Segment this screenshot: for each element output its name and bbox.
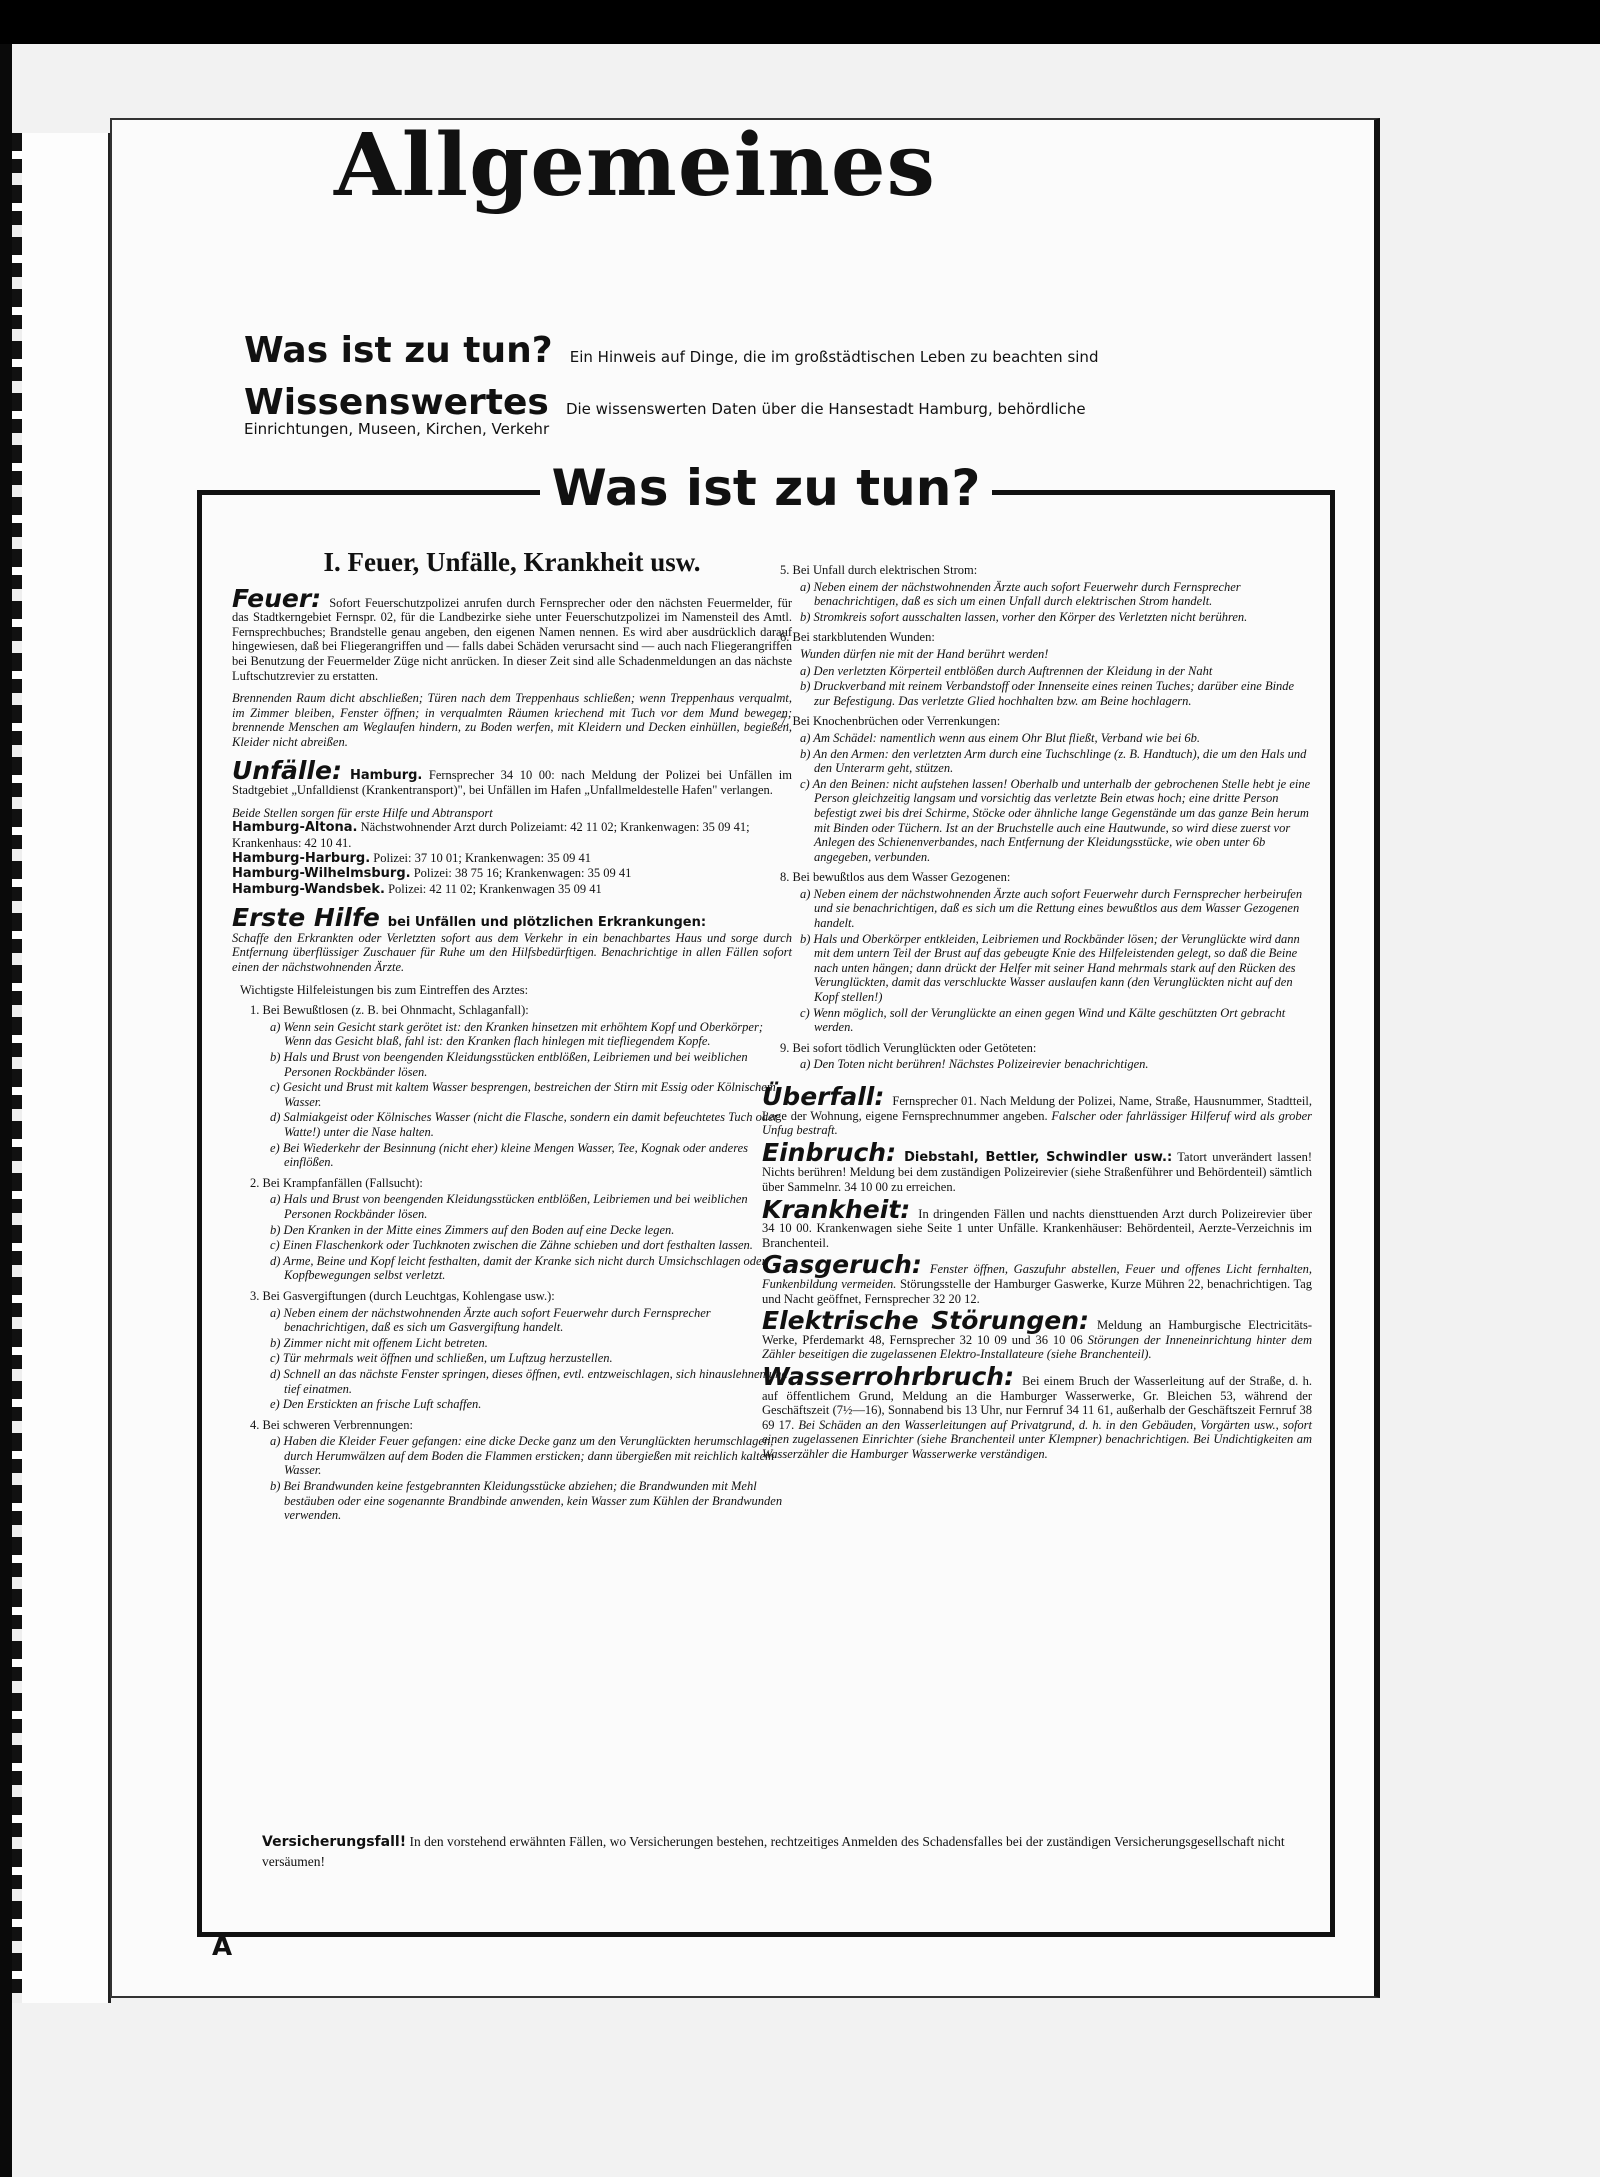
elektrisch-text: Meldung an Hamburgische Electricitäts-Werke, Pferdemarkt 48, Fernsprecher 32 10 09 und 36 10 06 [762, 1318, 1312, 1347]
scan-border-top [0, 0, 1600, 44]
unfaelle-note: Beide Stellen sorgen für erste Hilfe und Abtransport [232, 805, 493, 820]
list-sub-item: c) Wenn möglich, soll der Verunglückte an einen gegen Wind und Kälte geschützten Ort gebracht werden. [800, 1005, 1286, 1035]
list-sub-item: e) Bei Wiederkehr der Besinnung (nicht eher) kleine Mengen Wasser, Tee, Kognak oder anderes einflößen. [270, 1140, 749, 1170]
ueberfall-text: Fernsprecher 01. Nach Meldung der Polizei, Name, Straße, Hausnummer, Stadtteil, Lage der Wohnung, eigene Fernsprechnummer angeben. [762, 1094, 1312, 1123]
erste-hilfe-block [232, 903, 792, 1523]
erste-hilfe-note: Schaffe den Erkrankten oder Verletzten sofort aus dem Verkehr in ein benachbartes Haus und sorge durch Entfernung überflüssiger Zuschauer für Ruhe um den Hilfsbedürftigen. Benachrichtige in allen Fällen sofort einen der nächstwohnenden Ärzte. [232, 930, 792, 975]
krankheit-text: In dringenden Fällen und nachts diensttuenden Arzt durch Polizeirevier über 34 10 00. Krankenwagen siehe Seite 1 unter Unfälle. Krankenhäuser: Behördenteil, Aerzte-Verzeichnis im Branchenteil. [762, 1206, 1312, 1250]
unfaelle-block [232, 755, 793, 898]
list-sub-item: d) Arme, Beine und Kopf leicht festhalten, damit der Kranke sich nicht durch Umsichschlagen oder Kopfbewegungen selbst verletzt. [270, 1253, 767, 1283]
list-sub-item: b) Bei Brandwunden keine festgebrannten Kleidungsstücke abziehen; die Brandwunden mit Mehl bestäuben oder eine sogenannte Brandbinde anwenden, kein Wasser zum Kühlen der Brandwunden verwenden. [270, 1479, 783, 1523]
feuer-heading: Feuer: [232, 583, 322, 613]
list-sub-item: a) Den verletzten Körperteil entblößen durch Auftrennen der Kleidung in der Naht [800, 663, 1213, 678]
list-item-title: 8. Bei bewußtlos aus dem Wasser Gezogenen: [780, 870, 1011, 885]
right-column [762, 557, 1312, 1469]
list-sub-item: a) Haben die Kleider Feuer gefangen: eine dicke Decke ganz um den Verunglückten herumschlagen, durch Herumwälzen auf dem Boden die Flammen ersticken; dann übergießen mit reichlich kaltem Wasser. [270, 1434, 775, 1478]
list-sub-item: b) Stromkreis sofort ausschalten lassen, vorher den Körper des Verletzten nicht berühren. [800, 609, 1248, 624]
unfaelle-city: Hamburg. [349, 767, 423, 783]
intro-row-was-ist-zu-tun [244, 330, 1194, 371]
feuer-block [232, 583, 792, 750]
gasgeruch-heading: Gasgeruch: [762, 1250, 922, 1280]
list-item-title: 1. Bei Bewußtlosen (z. B. bei Ohnmacht, Schlaganfall): [250, 1003, 529, 1018]
erste-hilfe-lead: Wichtigste Hilfeleistungen bis zum Eintreffen des Arztes: [240, 982, 529, 997]
list-sub-item: a) Neben einem der nächstwohnenden Ärzte auch sofort Feuerwehr durch Fernsprecher herbeirufen und sie benachrichtigen, daß es sich um die Rettung eines bewußtlos aus dem Wasser Gezogenen handelt. [800, 886, 1303, 931]
krankheit-heading: Krankheit: [762, 1194, 911, 1224]
ueberfall-note: Falscher oder fahrlässiger Hilferuf wird als grober Unfug bestraft. [762, 1108, 1313, 1138]
elektrisch-heading: Elektrische Störungen: [762, 1306, 1089, 1336]
einbruch-subheading: Diebstahl, Bettler, Schwindler usw.: [904, 1149, 1173, 1165]
list-sub-item: a) Den Toten nicht berühren! Nächstes Polizeirevier benachrichtigen. [800, 1057, 1149, 1072]
list-sub-item: c) Gesicht und Brust mit kaltem Wasser besprengen, bestreichen der Stirn mit Essig oder Kölnischem Wasser. [270, 1080, 776, 1109]
ueberfall-block [762, 1082, 1313, 1138]
list-item-title: 5. Bei Unfall durch elektrischen Strom: [780, 563, 978, 577]
list-sub-item: b) Zimmer nicht mit offenem Licht betreten. [270, 1335, 488, 1350]
district-text: Polizei: 42 11 02; Krankenwagen 35 09 41 [388, 881, 602, 896]
list-item-note: Wunden dürfen nie mit der Hand berührt werden! [800, 646, 1049, 661]
list-sub-item: c) An den Beinen: nicht aufstehen lassen! Oberhalb und unterhalb der gebrochenen Stelle hebt je eine Person gleichzeitig langsam und vorsichtig das verletzte Bein etwas hoch; eine dritte Person befestigt zwei bis drei Schirme, Stöcke oder ähnliche lange Gegenstände um das ganze Bein herum mit Binden oder Tüchern. Ist an der Bruchstelle auch eine Hautwunde, so wird diese zuerst vor Anlegen des Schienenverbandes, nach Entfernung der Kleidungsstücke, wie oben unter 6b angegeben, verbunden. [800, 776, 1311, 864]
wasser-note: Bei Schäden an den Wasserleitungen auf Privatgrund, d. h. in den Gebäuden, Vorgärten usw., sofort einen zugelassenen Einrichter (siehe Branchenteil unter Klempner) benachrichtigen. Bei Undichtigkeiten am Wasserzähler die Hamburger Wasserwerke verständigen. [762, 1417, 1313, 1461]
list-item-title: 9. Bei sofort tödlich Verunglückten oder Getöteten: [780, 1040, 1037, 1055]
box-title: Was ist zu tun? [540, 459, 993, 517]
intro-text: Die wissenswerten Daten über die Hansestadt Hamburg, behördliche Einrichtungen, Museen, Kirchen, Verkehr [244, 400, 1086, 438]
footer-note [262, 1832, 1322, 1871]
list-sub-item: b) Den Kranken in der Mitte eines Zimmers auf den Boden auf eine Decke legen. [270, 1222, 675, 1237]
district-name: Hamburg-Harburg. [232, 850, 371, 866]
list-item-title: 3. Bei Gasvergiftungen (durch Leuchtgas, Kohlengase usw.): [250, 1288, 555, 1303]
list-item-title: 2. Bei Krampfanfällen (Fallsucht): [250, 1175, 423, 1190]
list-item-title: 7. Bei Knochenbrüchen oder Verrenkungen: [780, 714, 1001, 729]
list-sub-item: b) Hals und Oberkörper entkleiden, Leibriemen und Rockbänder lösen; der Verunglückte wird dann mit dem untern Teil der Brust auf das gebeugte Knie des Hilfeleistenden gelegt, so daß die Beine nach unten hängen; dann drückt der Helfer mit seiner Hand mehrmals stark auf den Rücken des Verunglückten, damit das verschluckte Wasser auslaufen kann (den Verunglückten nicht auf den Kopf stellen!) [800, 931, 1300, 1005]
district-text: Polizei: 37 10 01; Krankenwagen: 35 09 41 [373, 850, 591, 865]
unfaelle-text: Fernsprecher 34 10 00: nach Meldung der Polizei bei Unfällen im Stadtgebiet „Unfalldienst (Krankentransport)", bei Unfällen im Hafen „Unfallmeldestelle Hafen" verlangen. [232, 767, 793, 798]
wasser-block [762, 1361, 1313, 1462]
footer-text: In den vorstehend erwähnten Fällen, wo Versicherungen bestehen, rechtzeitiges Anmelden des Schadensfalles bei der zuständigen Versicherungsgesellschaft nicht versäumen! [262, 1834, 1285, 1869]
district-text: Polizei: 38 75 16; Krankenwagen: 35 09 41 [413, 866, 632, 881]
gasgeruch-block [762, 1250, 1313, 1306]
list-sub-item: d) Schnell an das nächste Fenster springen, dieses öffnen, evtl. entzweischlagen, sich hinauslehnen und tief einatmen. [270, 1366, 788, 1396]
district-text: Nächstwohnender Arzt durch Polizeiamt: 42 11 02; Krankenwagen: 35 09 41; Krankenhaus: 42 10 41. [232, 820, 750, 850]
unfaelle-heading: Unfälle: [232, 755, 342, 785]
list-item-title: 4. Bei schweren Verbrennungen: [250, 1417, 413, 1432]
list-sub-item: c) Einen Flaschenkork oder Tuchknoten zwischen die Zähne schieben und dort festhalten lassen. [270, 1238, 753, 1253]
page-edge-strip [12, 133, 22, 2003]
scan-border-left [0, 44, 12, 2177]
wasser-heading: Wasserrohrbruch: [762, 1361, 1015, 1391]
einbruch-heading: Einbruch: [762, 1137, 897, 1167]
elektrisch-note: Störungen der Inneneinrichtung hinter dem Zähler beseitigen die zugelassenen Elektro-Installateure (siehe Branchenteil). [762, 1332, 1312, 1362]
list-sub-item: a) Wenn sein Gesicht stark gerötet ist: den Kranken hinsetzen mit erhöhtem Kopf und Oberkörper; Wenn das Gesicht blaß, fahl ist: den Kranken flach hinlegen mit tiefliegendem Kopfe. [270, 1019, 763, 1049]
content-box [197, 459, 1335, 1937]
ueberfall-heading: Überfall: [762, 1082, 885, 1111]
district-name: Hamburg-Wilhelmsburg. [232, 866, 411, 882]
intro-text: Ein Hinweis auf Dinge, die im großstädtischen Leben zu beachten sind [569, 348, 1099, 366]
previous-page-edge [12, 133, 111, 2003]
gasgeruch-text: Störungsstelle der Hamburger Gaswerke, Kurze Mühren 22, benachrichtigen. Tag und Nacht geöffnet, Fernsprecher 32 20 12. [762, 1276, 1313, 1306]
footer-heading: Versicherungsfall! [262, 1834, 407, 1850]
page-title: Allgemeines [334, 115, 936, 216]
elektrisch-block [762, 1306, 1312, 1362]
list-sub-item: b) An den Armen: den verletzten Arm durch eine Tuchschlinge (z. B. Handtuch), die um den Hals und den Unterarm geht, stützen. [800, 746, 1307, 776]
list-sub-item: d) Salmiakgeist oder Kölnisches Wasser (nicht die Flasche, sondern ein damit befeuchtetes Tuch oder Watte!) unter die Nase halten. [270, 1110, 779, 1139]
wasser-text: Bei einem Bruch der Wasserleitung auf der Straße, d. h. auf öffentlichem Grund, Meldung an die Hamburger Wasserwerke, Gr. Bleichen 53, während der Geschäftszeit (7½—16), Sonnabend bis 13 Uhr, nur Fernruf 34 11 61, außerhalb der Geschäftszeit Fernruf 38 69 17. [762, 1373, 1312, 1432]
einbruch-text: Tatort unverändert lassen! Nichts berühren! Meldung bei dem zuständigen Polizeirevier (siehe Straßenführer und Behördenteil) sämtlich über Sammelnr. 34 10 00 zu erreichen. [762, 1149, 1312, 1194]
krankheit-block [762, 1194, 1312, 1251]
list-sub-item: a) Hals und Brust von beengenden Kleidungsstücken entblößen, Leibriemen und bei weiblichen Personen Rockbänder lösen. [270, 1192, 748, 1221]
list-sub-item: b) Hals und Brust von beengenden Kleidungsstücken entblößen, Leibriemen und bei weiblichen Personen Rockbänder lösen. [270, 1050, 748, 1079]
feuer-note: Brennenden Raum dicht abschließen; Türen nach dem Treppenhaus schließen; wenn Treppenhaus verqualmt, im Zimmer bleiben, Fenster öffnen; in verqualmten Räumen kriechend mit Tuch vor dem Mund bewegen; brennende Menschen am Weglaufen hindern, zu Boden werfen, mit Kleidern und Decken einhüllen, begießen, Kleider nicht abreißen. [232, 691, 792, 749]
list-sub-item: a) Neben einem der nächstwohnenden Ärzte auch sofort Feuerwehr durch Fernsprecher benachrichtigen, daß es sich um Gasvergiftung handelt. [270, 1305, 711, 1335]
page-letter: A [212, 1932, 233, 1962]
list-item-title: 6. Bei starkblutenden Wunden: [780, 630, 935, 645]
district-name: Hamburg-Wandsbek. [232, 881, 385, 897]
intro-heading: Was ist zu tun? [244, 330, 553, 371]
feuer-text: Sofort Feuerschutzpolizei anrufen durch Fernsprecher oder den nächsten Feuermelder, für das Stadtkerngebiet Fernspr. 02, für die Landbezirke siehe unter Feuerschutzpolizei im Namensteil des Amtl. Fernsprechbuches; Brandstelle genau angeben, den eigenen Namen nennen. Es wird aber ausdrücklich darauf hingewiesen, daß bei Fliegerangriffen und — falls dabei Schäden verursacht sind — auch nach Fliegerangriffen bei Benutzung der Feuermelder Züge nicht anrücken. In dieser Zeit sind alle Schadenmeldungen an das nächste Luftschutzrevier zu erstatten. [232, 595, 792, 683]
erste-hilfe-heading: Erste Hilfe [232, 903, 380, 933]
list-sub-item: e) Den Erstickten an frische Luft schaffen. [270, 1397, 482, 1412]
list-sub-item: c) Tür mehrmals weit öffnen und schließen, um Luftzug herzustellen. [270, 1351, 613, 1366]
list-sub-item: a) Am Schädel: namentlich wenn aus einem Ohr Blut fließt, Verband wie bei 6b. [800, 730, 1201, 745]
list-sub-item: a) Neben einem der nächstwohnenden Ärzte auch sofort Feuerwehr durch Fernsprecher benachrichtigen, daß es sich um einen Unfall durch elektrischen Strom handelt. [800, 579, 1241, 609]
district-name: Hamburg-Altona. [232, 820, 358, 836]
einbruch-block [762, 1137, 1312, 1195]
intro-heading: Wissenswertes [244, 382, 549, 423]
gasgeruch-note: Fenster öffnen, Gaszufuhr abstellen, Feuer und offenes Licht fernhalten, Funkenbildung vermeiden. [762, 1262, 1312, 1291]
left-column [232, 547, 793, 1537]
section-title: I. Feuer, Unfälle, Krankheit usw. [323, 547, 701, 577]
intro-row-wissenswertes [244, 382, 1194, 439]
list-sub-item: b) Druckverband mit reinem Verbandstoff oder Innenseite eines reinen Tuches; darüber eine Binde zur Befestigung. Das verletzte Glied hochhalten bzw. am Beine hochlagern. [800, 679, 1295, 708]
erste-hilfe-subheading: bei Unfällen und plötzlichen Erkrankungen: [387, 915, 707, 931]
